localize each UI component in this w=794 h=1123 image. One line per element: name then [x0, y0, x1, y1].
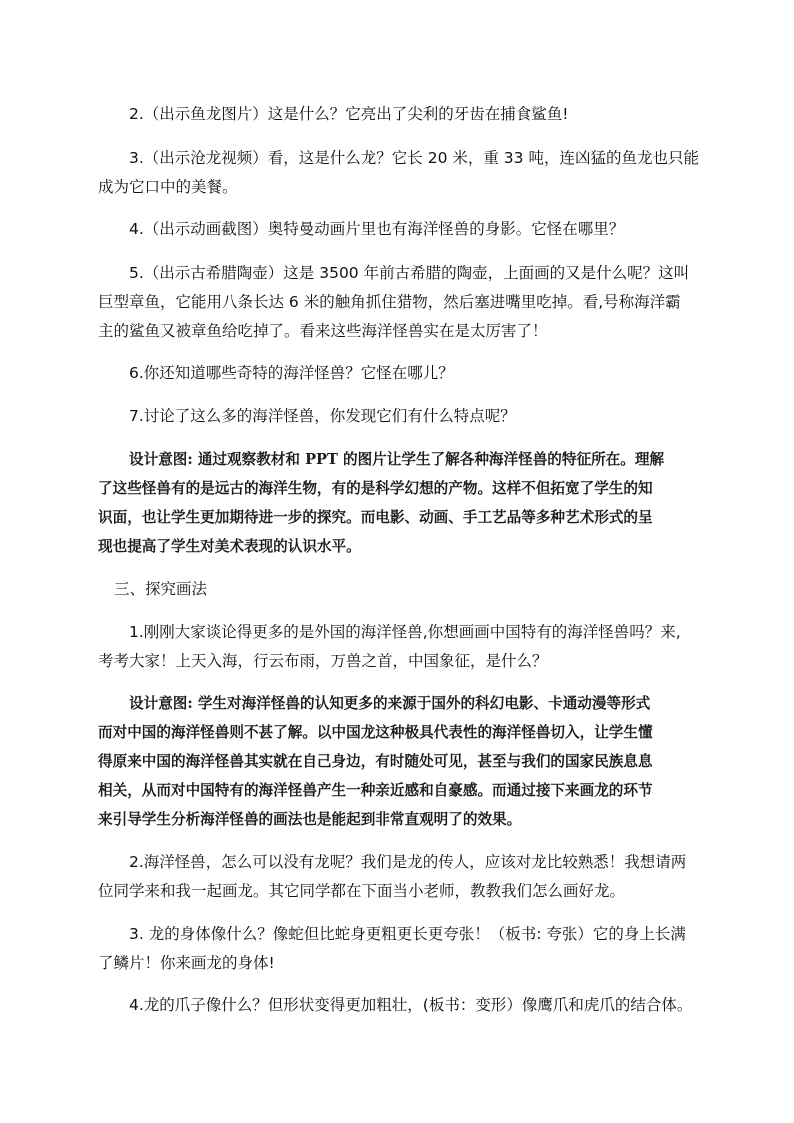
section-3-item-4: 4.龙的爪子像什么？但形状变得更加粗壮，(板书：变形）像鹰爪和虎爪的结合体。 [129, 996, 693, 1014]
paragraph-2: 2.（出示鱼龙图片）这是什么？它亮出了尖利的牙齿在捕食鲨鱼! [129, 105, 569, 123]
paragraph-6: 6.你还知道哪些奇特的海洋怪兽？它怪在哪儿？ [129, 364, 454, 382]
design-intent-2-line-5: 来引导学生分析海洋怪兽的画法也是能起到非常直观明了的效果。 [98, 811, 522, 828]
design-intent-2-line-3: 得原来中国的海洋怪兽其实就在自己身边，有时随处可见，甚至与我们的国家民族息息 [98, 753, 653, 770]
section-3-item-1-line-2: 考考大家！上天入海，行云布雨，万兽之首，中国象征，是什么？ [98, 652, 548, 670]
paragraph-5-line-2: 巨型章鱼，它能用八条长达 6 米的触角抓住猎物，然后塞进嘴里吃掉。看,号称海洋霸 [98, 293, 681, 311]
paragraph-4: 4.（出示动画截图）奥特曼动画片里也有海洋怪兽的身影。它怪在哪里？ [129, 220, 625, 238]
design-intent-1-line-3: 识面，也让学生更加期待进一步的探究。而电影、动画、手工艺品等多种艺术形式的呈 [98, 509, 653, 526]
design-intent-1-line-1: 设计意图: 通过观察教材和 PPT 的图片让学生了解各种海洋怪兽的特征所在。理解 [129, 451, 665, 468]
section-3-item-3-line-2: 了鳞片！你来画龙的身体! [98, 954, 275, 972]
paragraph-3-line-1: 3.（出示沧龙视频）看，这是什么龙？它长 20 米，重 33 吨，连凶猛的鱼龙也只能 [129, 149, 699, 167]
design-intent-1-line-2: 了这些怪兽有的是远古的海洋生物，有的是科学幻想的产物。这样不但拓宽了学生的知 [98, 480, 653, 497]
design-intent-2-line-1: 设计意图: 学生对海洋怪兽的认知更多的来源于国外的科幻电影、卡通动漫等形式 [129, 695, 651, 712]
design-intent-2-line-2: 而对中国的海洋怪兽则不甚了解。以中国龙这种极具代表性的海洋怪兽切入，让学生懂 [98, 724, 653, 741]
paragraph-5-line-1: 5.（出示古希腊陶壶）这是 3500 年前古希腊的陶壶，上面画的又是什么呢？这叫 [129, 264, 690, 282]
design-intent-1-line-4: 现也提高了学生对美术表现的认识水平。 [98, 538, 361, 555]
design-intent-2-line-4: 相关，从而对中国特有的海洋怪兽产生一种亲近感和自豪感。而通过接下来画龙的环节 [98, 782, 653, 799]
section-3-heading: 三、探究画法 [114, 580, 208, 598]
paragraph-7: 7.讨论了这么多的海洋怪兽，你发现它们有什么特点呢？ [129, 407, 516, 425]
section-3-item-2-line-2: 位同学来和我一起画龙。其它同学都在下面当小老师，教教我们怎么画好龙。 [98, 882, 626, 900]
paragraph-3-line-2: 成为它口中的美餐。 [98, 178, 238, 196]
section-3-item-3-line-1: 3. 龙的身体像什么？像蛇但比蛇身更粗更长更夸张！（板书: 夸张）它的身上长满 [129, 925, 686, 943]
paragraph-5-line-3: 主的鲨鱼又被章鱼给吃掉了。看来这些海洋怪兽实在是太厉害了！ [98, 322, 548, 340]
section-3-item-1-line-1: 1.刚刚大家谈论得更多的是外国的海洋怪兽,你想画画中国特有的海洋怪兽吗？来, [129, 623, 681, 641]
section-3-item-2-line-1: 2.海洋怪兽，怎么可以没有龙呢？我们是龙的传人，应该对龙比较熟悉！我想请两 [129, 853, 687, 871]
